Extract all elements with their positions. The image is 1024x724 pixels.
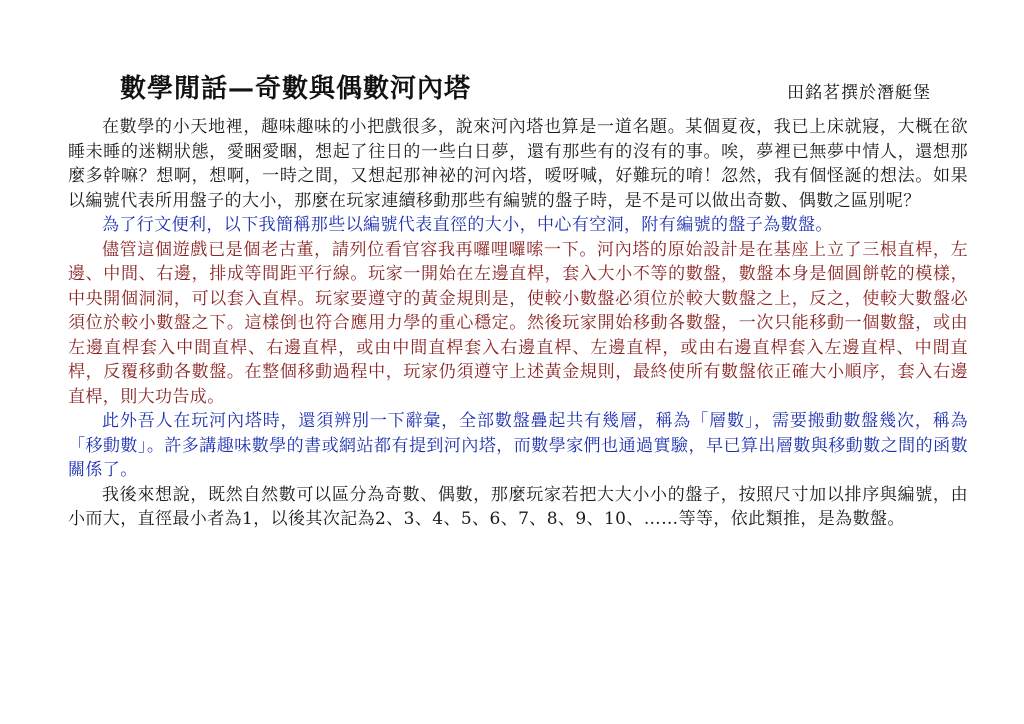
paragraph-terminology: 此外吾人在玩河內塔時，還須辨別一下辭彙，全部數盤疊起共有幾層，稱為「層數」，需要搬動數盤幾次，稱為「移動數」。許多講趣味數學的書或網站都有提到河內塔，而數學家們也通過實驗，早已算出層數與移動數之間的函數關係了。 [68,411,968,480]
document-title: 數學閒話—奇數與偶數河內塔 [120,74,472,104]
paragraph-definition: 為了行文便利，以下我簡稱那些以編號代表直徑的大小，中心有空洞，附有編號的盤子為數盤。 [102,215,833,235]
author-line: 田銘茗撰於潛艇堡 [787,83,931,103]
paragraph-numbering: 我後來想說，既然自然數可以區分為奇數、偶數，那麼玩家若把大大小小的盤子，按照尺寸加以排序與編號，由小而大，直徑最小者為1，以後其次記為2、3、4、5、6、7、8、9、10、……等等，依此類推，是為數盤。 [68,484,968,529]
paragraph-rules: 儘管這個遊戲已是個老古董，請列位看官容我再囉哩囉嗦一下。河內塔的原始設計是在基座上立了三根直桿，左邊、中間、右邊，排成等間距平行線。玩家一開始在左邊直桿，套入大小不等的數盤，數盤本身是個圓餅乾的模樣，中央開個洞洞，可以套入直桿。玩家要遵守的黃金規則是，使較小數盤必須位於較大數盤之上，反之，使較大數盤必須位於較小數盤之下。這樣倒也符合應用力學的重心穩定。然後玩家開始移動各數盤，一次只能移動一個數盤，或由左邊直桿套入中間直桿、右邊直桿，或由中間直桿套入右邊直桿、左邊直桿，或由右邊直桿套入左邊直桿、中間直桿，反覆移動各數盤。在整個移動過程中，玩家仍須遵守上述黃金規則，最終使所有數盤依正確大小順序，套入右邊直桿，則大功告成。 [68,239,968,407]
document-body [68,115,968,532]
paragraph-intro: 在數學的小天地裡，趣味趣味的小把戲很多，說來河內塔也算是一道名題。某個夏夜，我已上床就寢，大概在欲睡未睡的迷糊狀態，愛睏愛睏，想起了往日的一些白日夢，還有那些有的沒有的事。唉，夢裡已無夢中情人，還想那麼多幹嘛？想啊，想啊，一時之間，又想起那神祕的河內塔，嗳呀喊，好難玩的唷！忽然，我有個怪誕的想法。如果以編號代表所用盤子的大小，那麼在玩家連續移動那些有編號的盤子時，是不是可以做出奇數、偶數之區別呢？ [68,117,968,211]
